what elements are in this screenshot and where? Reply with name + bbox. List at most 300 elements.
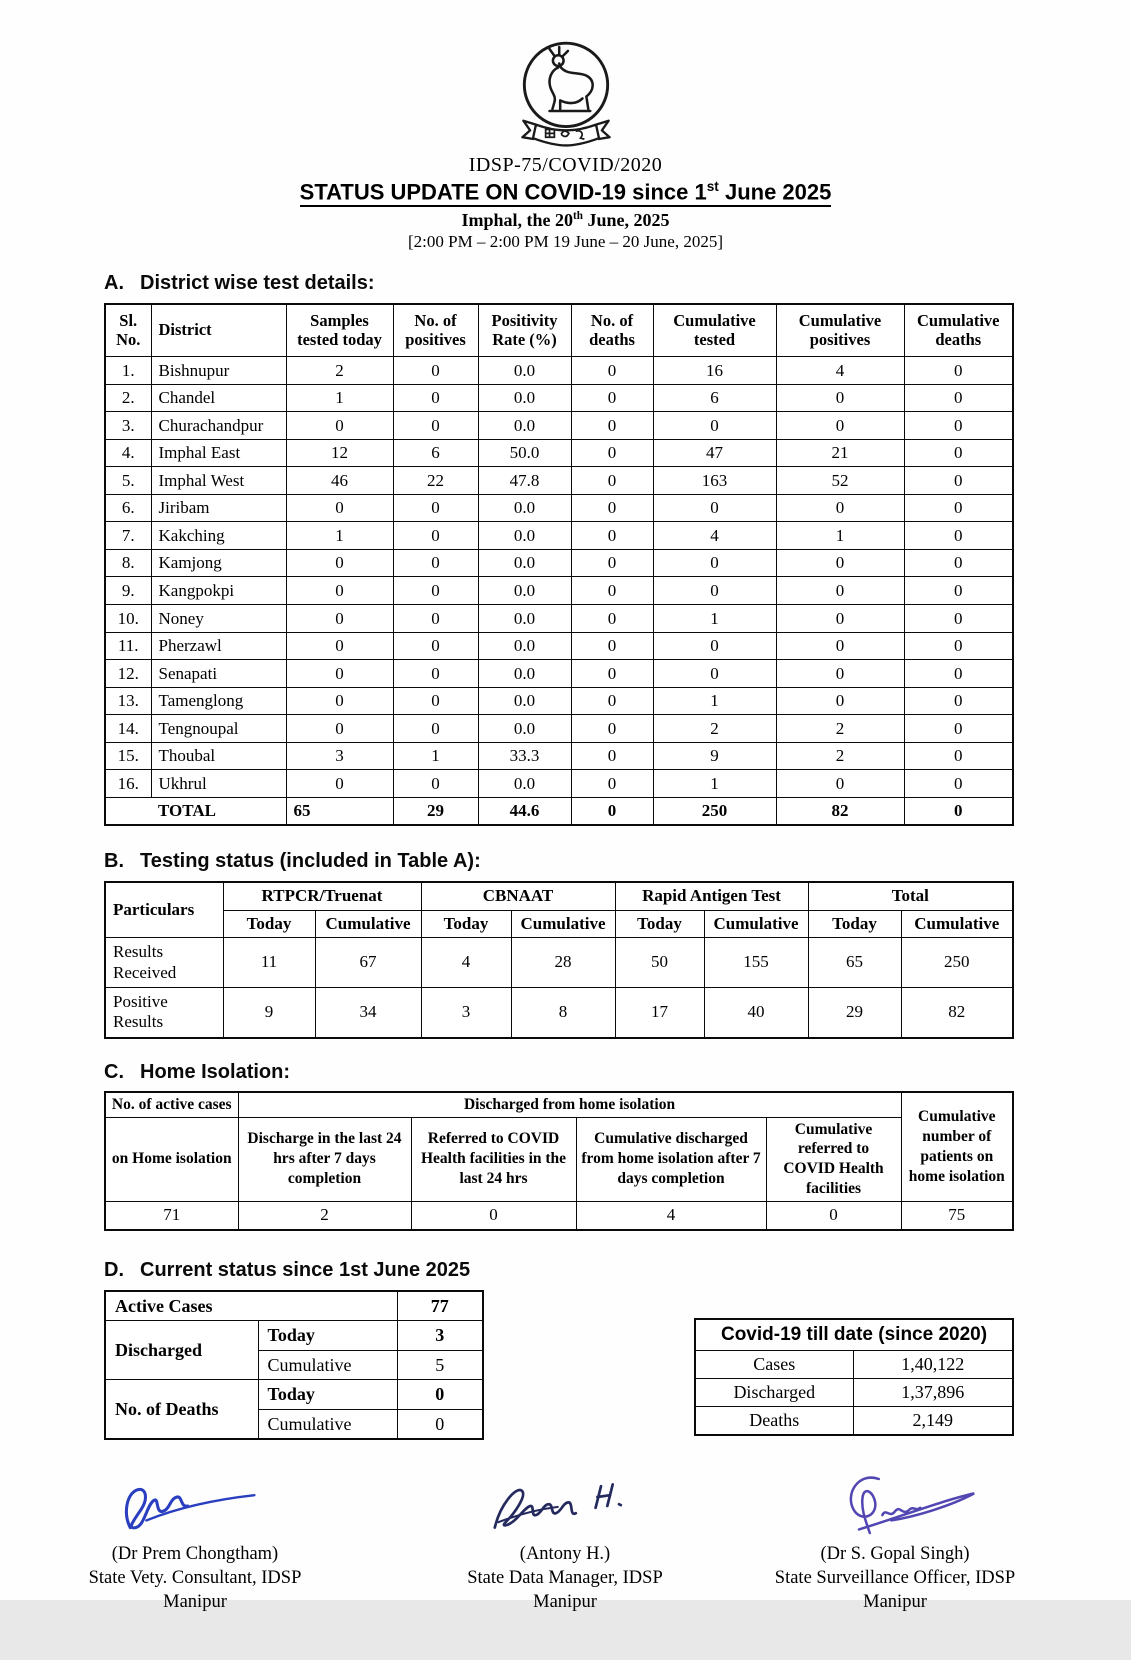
table-cell: Cases [695,1350,853,1378]
column-group-header: RTPCR/Truenat [223,882,421,910]
table-cell: 65 [286,797,393,825]
table-header-row [105,304,1013,357]
table-header-row [105,1092,1013,1117]
table-row [105,412,1013,440]
table-cell: 22 [393,467,478,495]
table-cell: 0 [286,412,393,440]
column-header: Positivity Rate (%) [478,304,571,357]
table-cell: 0 [904,467,1013,495]
table-cell: 0 [776,384,904,412]
table-cell: 250 [653,797,776,825]
table-cell: 4 [653,522,776,550]
section-d-tables [104,1290,1131,1441]
table-cell: 0 [571,797,653,825]
table-cell: 2 [776,742,904,770]
table-cell: 0 [286,494,393,522]
column-group-header: Rapid Antigen Test [615,882,808,910]
table-cell: 155 [704,938,808,988]
table-header-row [105,882,1013,910]
table-cell: 46 [286,467,393,495]
table-row [105,357,1013,385]
table-row [105,605,1013,633]
table-cell: 0 [653,494,776,522]
table-row [105,1321,483,1351]
total-label: TOTAL [105,797,286,825]
table-row [105,987,1013,1037]
table-cell: Kangpokpi [151,577,286,605]
column-header: Today [808,910,901,937]
table-cell: 2 [776,715,904,743]
table-cell: 33.3 [478,742,571,770]
column-header: Cumulative [901,910,1013,937]
table-cell: 0 [776,494,904,522]
column-header: Cumulative positives [776,304,904,357]
table-cell: 250 [901,938,1013,988]
table-cell: 0.0 [478,412,571,440]
table-cell: 0.0 [478,577,571,605]
section-letter: A. [104,271,124,294]
table-cell: 1 [653,687,776,715]
table-cell: 0 [286,715,393,743]
table-subheader-row [105,910,1013,937]
table-cell: 0 [776,632,904,660]
table-cell: 2 [286,357,393,385]
column-header: Cumulative number of patients on home isolation [901,1092,1013,1202]
table-cell: 3 [286,742,393,770]
column-header: Cumulative [315,910,421,937]
column-group-header: CBNAAT [421,882,615,910]
table-cell: 52 [776,467,904,495]
table-cell: 0 [571,577,653,605]
total-row [105,797,1013,825]
table-row [105,439,1013,467]
title-ordinal: st [706,179,719,194]
table-cell: Positive Results [105,987,223,1037]
table-cell: 0 [653,632,776,660]
table-cell: 0.0 [478,357,571,385]
table-row [105,1380,483,1410]
table-cell: 0 [776,412,904,440]
table-cell: 0 [411,1201,576,1230]
table-row [695,1406,1013,1435]
table-cell: Tamenglong [151,687,286,715]
table-cell: 8. [105,549,151,577]
table-row [695,1378,1013,1406]
table-cell: 34 [315,987,421,1037]
table-cell: 0 [393,715,478,743]
signatory-title: State Data Manager, IDSP [467,1568,663,1589]
table-cell: 0.0 [478,632,571,660]
table-cell: 1 [776,522,904,550]
column-header: No. of deaths [571,304,653,357]
table-cell: 1 [653,770,776,798]
table-cell: 12 [286,439,393,467]
table-cell: 11 [223,938,315,988]
signature-handwriting-icon [85,1470,305,1542]
table-cell: 0 [393,770,478,798]
signatory-title: State Surveillance Officer, IDSP [774,1568,1016,1589]
table-cell: 0.0 [478,715,571,743]
column-header: Cumulative [511,910,615,937]
table-cell: 0 [571,632,653,660]
table-cell: 50.0 [478,439,571,467]
table-cell: 0 [286,770,393,798]
column-header: Today [421,910,511,937]
table-cell: 10. [105,605,151,633]
reporting-window: [2:00 PM – 2:00 PM 19 June – 20 June, 2025] [408,231,723,251]
table-cell: 47.8 [478,467,571,495]
table-cell: Noney [151,605,286,633]
table-cell: 8 [511,987,615,1037]
document-header [0,40,1131,252]
section-letter: C. [104,1060,124,1083]
table-cell: 0 [571,467,653,495]
section-c-heading [104,1061,1131,1084]
table-cell: 0 [571,742,653,770]
table-cell: 0 [571,494,653,522]
table-cell: 0.0 [478,384,571,412]
row-sublabel: Today [258,1380,397,1410]
column-header: No. of positives [393,304,478,357]
table-cell: 0 [571,357,653,385]
table-cell: 71 [105,1201,238,1230]
table-cell: 21 [776,439,904,467]
table-cell: 0 [393,632,478,660]
table-cell: 0 [653,577,776,605]
table-row [105,715,1013,743]
table-cell: 1 [286,384,393,412]
table-cell: 29 [808,987,901,1037]
table-cell: 0 [904,687,1013,715]
table-cell: 15. [105,742,151,770]
table-cell: 0 [571,412,653,440]
section-title: Home Isolation: [140,1060,291,1083]
table-row [105,577,1013,605]
column-header: Referred to COVID Health facilities in the last 24 hrs [411,1117,576,1201]
table-cell: 50 [615,938,704,988]
table-cell: Tengnoupal [151,715,286,743]
table-cell: 0 [286,632,393,660]
kangla-sha-logo-icon [503,40,629,152]
table-cell: Kakching [151,522,286,550]
table-row [105,522,1013,550]
table-cell: 17 [615,987,704,1037]
row-label: Active Cases [105,1291,397,1321]
table-cell: 0 [393,412,478,440]
row-label: No. of Deaths [105,1380,258,1440]
covid-till-date-table [694,1318,1014,1436]
section-letter: B. [104,850,124,873]
table-row [695,1350,1013,1378]
title-text-suffix: June 2025 [718,179,832,205]
signature-area [0,1470,1131,1660]
table-cell: 0 [393,357,478,385]
table-cell: 28 [511,938,615,988]
column-header: Cumulative [704,910,808,937]
table-cell: 0 [904,605,1013,633]
table-row [105,742,1013,770]
table-cell: 163 [653,467,776,495]
table-cell: 13. [105,687,151,715]
table-cell: 5 [397,1350,483,1380]
table-cell: Churachandpur [151,412,286,440]
table-cell: 1 [286,522,393,550]
column-group-header: Discharged from home isolation [238,1092,901,1117]
signatory-name: (Dr S. Gopal Singh) [820,1544,970,1565]
row-sublabel: Today [258,1321,397,1351]
table-cell: 0 [653,549,776,577]
column-header: Cumulative tested [653,304,776,357]
table-cell: 6 [653,384,776,412]
section-b-heading [104,850,1131,873]
table-cell: Imphal East [151,439,286,467]
table-cell: 0 [904,632,1013,660]
table-cell: Thoubal [151,742,286,770]
document-title [0,179,1131,207]
table-cell: 0 [571,687,653,715]
table-cell: 0 [904,549,1013,577]
table-cell: 0 [904,742,1013,770]
table-cell: 47 [653,439,776,467]
table-cell: 0 [571,384,653,412]
table-row [105,1291,483,1321]
signature-block [40,1470,350,1614]
table-cell: 0 [286,577,393,605]
table-cell: 0.0 [478,494,571,522]
table-cell: 0 [776,605,904,633]
table-cell: 0 [393,605,478,633]
section-title: Testing status (included in Table A): [140,850,481,873]
table-cell: 16 [653,357,776,385]
table-cell: 0 [776,577,904,605]
column-header: Samples tested today [286,304,393,357]
table-cell: 0 [653,660,776,688]
column-header: Cumulative discharged from home isolation after 7 days completion [576,1117,766,1201]
testing-status-table [104,881,1014,1038]
table-cell: 0 [393,494,478,522]
table-cell: 2 [653,715,776,743]
table-cell: 1,37,896 [853,1378,1013,1406]
column-header: Sl. No. [105,304,151,357]
table-cell: 0 [397,1380,483,1410]
table-cell: 0 [393,384,478,412]
table-cell: 0.0 [478,522,571,550]
table-cell: 0 [653,412,776,440]
table-cell: 2. [105,384,151,412]
column-header: Today [223,910,315,937]
signatory-title: State Vety. Consultant, IDSP [88,1568,302,1589]
table-cell: 0 [904,660,1013,688]
signatory-place: Manipur [163,1592,227,1613]
table-cell: 3 [397,1321,483,1351]
table-cell: 29 [393,797,478,825]
table-cell: Kamjong [151,549,286,577]
signature-handwriting-icon [785,1470,1005,1542]
table-row [105,384,1013,412]
table-header-row [695,1319,1013,1351]
table-cell: 0 [393,522,478,550]
table-cell: 0 [776,687,904,715]
table-cell: 0 [904,384,1013,412]
table-row [105,660,1013,688]
table-row [105,494,1013,522]
table-cell: 9 [223,987,315,1037]
row-sublabel: Cumulative [258,1409,397,1439]
table-cell: 0 [571,439,653,467]
table-cell: 1 [393,742,478,770]
column-group-header: Total [808,882,1013,910]
table-cell: 0 [904,357,1013,385]
signatory-place: Manipur [533,1592,597,1613]
table-cell: 82 [901,987,1013,1037]
table-cell: 2 [238,1201,411,1230]
table-cell: Pherzawl [151,632,286,660]
table-cell: 1 [653,605,776,633]
table-cell: 0 [904,715,1013,743]
table-cell: 0.0 [478,687,571,715]
table-cell: 0 [904,439,1013,467]
section-letter: D. [104,1258,124,1281]
title-text: STATUS UPDATE ON COVID-19 since 1 [299,179,707,205]
table-cell: 16. [105,770,151,798]
table-cell: 0.0 [478,660,571,688]
table-cell: 0 [286,687,393,715]
current-status-table [104,1290,484,1441]
home-isolation-table [104,1091,1014,1231]
table-cell: 6. [105,494,151,522]
table-cell: 0.0 [478,605,571,633]
section-title: District wise test details: [140,271,375,294]
table-cell: 0 [571,522,653,550]
table-cell: 0 [776,549,904,577]
table-cell: Results Received [105,938,223,988]
signatory-name: (Antony H.) [519,1544,611,1565]
table-cell: 0 [571,715,653,743]
table-cell: 0 [776,660,904,688]
table-cell: 3 [421,987,511,1037]
table-cell: 67 [315,938,421,988]
table-cell: 2,149 [853,1406,1013,1435]
table-cell: Jiribam [151,494,286,522]
table-cell: 0 [766,1201,901,1230]
table-cell: 14. [105,715,151,743]
signature-block [730,1470,1060,1614]
table-cell: 0 [397,1409,483,1439]
table-cell: Chandel [151,384,286,412]
table-cell: 9. [105,577,151,605]
table-cell: 0 [776,770,904,798]
table-row [105,687,1013,715]
column-header: District [151,304,286,357]
district-test-table [104,303,1014,827]
table-cell: 11. [105,632,151,660]
table-row [105,938,1013,988]
table-cell: 0 [571,549,653,577]
table-cell: 0 [904,577,1013,605]
table-cell: 1,40,122 [853,1350,1013,1378]
table-row [105,467,1013,495]
signature-block [410,1470,720,1614]
table-cell: 0.0 [478,549,571,577]
table-cell: 0 [286,660,393,688]
table-cell: 40 [704,987,808,1037]
column-header: Particulars [105,882,223,937]
table-subheader-row [105,1117,1013,1201]
table-cell: 0 [571,660,653,688]
table-cell: 6 [393,439,478,467]
table-cell: Imphal West [151,467,286,495]
table-cell: Deaths [695,1406,853,1435]
table-cell: 0 [393,577,478,605]
table-cell: 0 [904,522,1013,550]
table-cell: 0 [904,770,1013,798]
table-cell: 77 [397,1291,483,1321]
row-sublabel: Cumulative [258,1350,397,1380]
signatory-place: Manipur [863,1592,927,1613]
table-cell: 0 [286,605,393,633]
table-cell: Bishnupur [151,357,286,385]
table-cell: 0 [571,605,653,633]
document-date: Imphal, the 20th June, 2025 [461,209,670,230]
row-label: Discharged [105,1321,258,1380]
logo-wrap [0,40,1131,152]
section-title: Current status since 1st June 2025 [140,1258,471,1281]
table-cell: 0 [393,549,478,577]
table-cell: 0.0 [478,770,571,798]
table-row [105,770,1013,798]
column-header: Cumulative referred to COVID Health facilities [766,1117,901,1201]
table-cell: 0 [286,549,393,577]
table-cell: 12. [105,660,151,688]
table-cell: 4. [105,439,151,467]
table-row [105,1201,1013,1230]
table-title: Covid-19 till date (since 2020) [695,1319,1013,1351]
column-header: Discharge in the last 24 hrs after 7 days completion [238,1117,411,1201]
table-cell: Ukhrul [151,770,286,798]
table-cell: 0 [904,797,1013,825]
table-cell: 0 [571,770,653,798]
table-cell: Senapati [151,660,286,688]
document-reference: IDSP-75/COVID/2020 [468,154,663,176]
table-cell: 44.6 [478,797,571,825]
table-cell: 1. [105,357,151,385]
table-cell: Discharged [695,1378,853,1406]
table-cell: 4 [776,357,904,385]
table-cell: 0 [393,660,478,688]
table-row [105,632,1013,660]
column-header: No. of active cases [105,1092,238,1117]
signatory-name: (Dr Prem Chongtham) [111,1544,279,1565]
signature-handwriting-icon [455,1470,675,1542]
table-cell: 0 [904,494,1013,522]
table-cell: 7. [105,522,151,550]
section-a-heading [104,272,1131,295]
table-row [105,549,1013,577]
table-cell: 5. [105,467,151,495]
table-cell: 4 [421,938,511,988]
table-cell: 0 [393,687,478,715]
table-cell: 3. [105,412,151,440]
table-cell: 0 [904,412,1013,440]
column-header: Cumulative deaths [904,304,1013,357]
table-cell: 75 [901,1201,1013,1230]
table-cell: 4 [576,1201,766,1230]
column-header: on Home isolation [105,1117,238,1201]
table-cell: 9 [653,742,776,770]
table-cell: 65 [808,938,901,988]
section-d-heading [104,1259,1131,1282]
table-cell: 82 [776,797,904,825]
